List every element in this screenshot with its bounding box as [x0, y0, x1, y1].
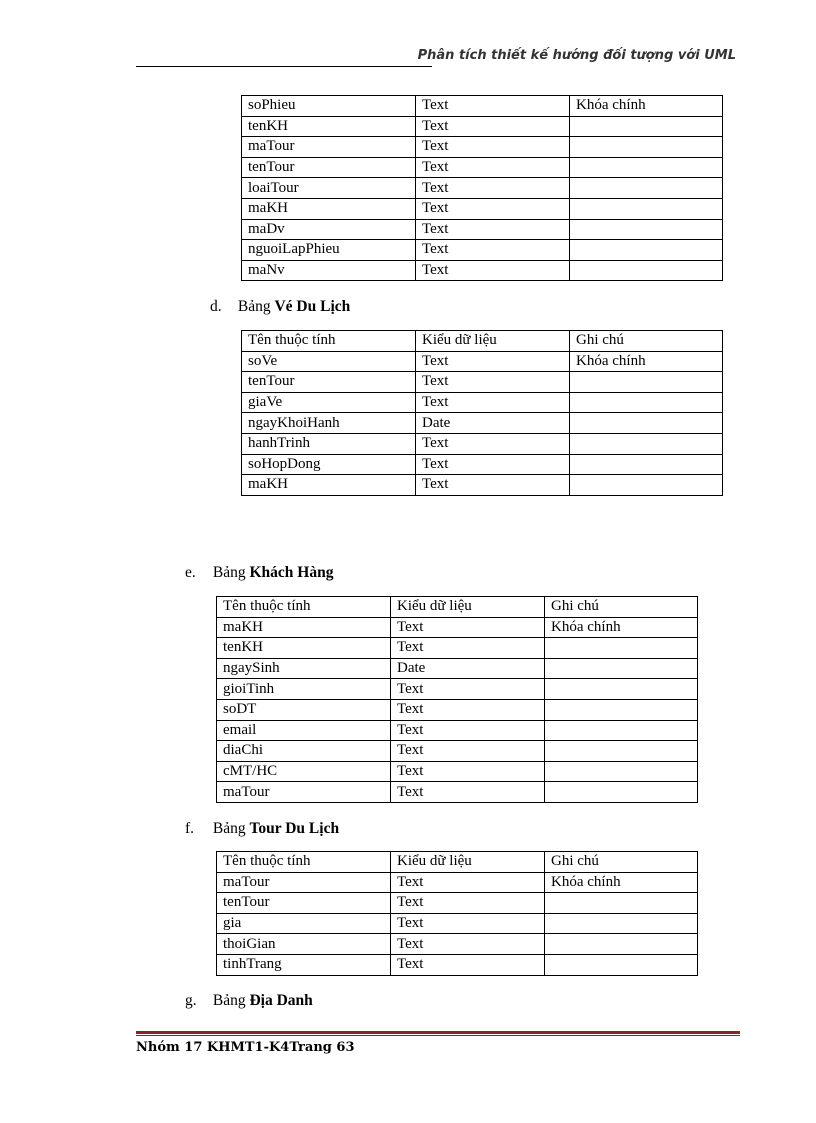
table-row [217, 761, 698, 782]
note-cell [570, 372, 723, 393]
note-cell [570, 157, 723, 178]
data-type-cell: Date [391, 658, 545, 679]
table-row [242, 331, 723, 352]
data-type-cell: Kiểu dữ liệu [391, 597, 545, 618]
footer-page-info: Nhóm 17 KHMT1-K4Trang 63 [136, 1040, 355, 1055]
table-row [217, 617, 698, 638]
attribute-name-cell: gioiTinh [217, 679, 391, 700]
table-row [242, 198, 723, 219]
table-row [242, 157, 723, 178]
note-cell: Khóa chính [570, 351, 723, 372]
table-row [242, 392, 723, 413]
table-row [242, 475, 723, 496]
table-row [217, 597, 698, 618]
data-type-cell: Text [416, 260, 570, 281]
data-type-cell: Text [416, 392, 570, 413]
attribute-name-cell: tenKH [217, 638, 391, 659]
table-row [242, 240, 723, 261]
table-row [242, 219, 723, 240]
table-row [217, 741, 698, 762]
section-heading-ve-du-lich: d. Bảng Vé Du Lịch [210, 298, 351, 315]
table-row [242, 454, 723, 475]
table-row [217, 934, 698, 955]
note-cell [570, 116, 723, 137]
attribute-name-cell: giaVe [242, 392, 416, 413]
note-cell: Khóa chính [570, 96, 723, 117]
note-cell [545, 699, 698, 720]
data-type-cell: Text [391, 638, 545, 659]
table-row [217, 782, 698, 803]
note-cell [545, 658, 698, 679]
data-type-cell: Text [416, 240, 570, 261]
attribute-name-cell: Tên thuộc tính [217, 852, 391, 873]
note-cell: Ghi chú [545, 852, 698, 873]
data-type-cell: Text [416, 372, 570, 393]
attribute-name-cell: maTour [217, 782, 391, 803]
attribute-name-cell: soHopDong [242, 454, 416, 475]
table-row [217, 720, 698, 741]
attribute-name-cell: nguoiLapPhieu [242, 240, 416, 261]
attribute-name-cell: ngayKhoiHanh [242, 413, 416, 434]
note-cell [570, 219, 723, 240]
data-type-cell: Text [391, 741, 545, 762]
attribute-name-cell: tenTour [242, 157, 416, 178]
attribute-name-cell: tenKH [242, 116, 416, 137]
data-type-cell: Text [416, 157, 570, 178]
note-cell [570, 178, 723, 199]
data-type-cell: Text [416, 475, 570, 496]
note-cell: Ghi chú [545, 597, 698, 618]
attribute-name-cell: soDT [217, 699, 391, 720]
data-type-cell: Text [391, 761, 545, 782]
data-type-cell: Text [391, 893, 545, 914]
note-cell [545, 761, 698, 782]
table-row [242, 351, 723, 372]
attribute-name-cell: maKH [217, 617, 391, 638]
table-row [217, 913, 698, 934]
attribute-name-cell: maTour [217, 872, 391, 893]
table-row [217, 699, 698, 720]
attribute-name-cell: soVe [242, 351, 416, 372]
data-type-cell: Text [391, 720, 545, 741]
note-cell: Khóa chính [545, 872, 698, 893]
table-row [217, 893, 698, 914]
table-row [242, 433, 723, 454]
attribute-name-cell: maNv [242, 260, 416, 281]
note-cell [545, 638, 698, 659]
footer-rule [136, 1031, 740, 1036]
table-row [242, 137, 723, 158]
data-type-cell: Text [391, 699, 545, 720]
note-cell [570, 392, 723, 413]
table-row [242, 260, 723, 281]
attribute-name-cell: diaChi [217, 741, 391, 762]
data-type-cell: Text [416, 351, 570, 372]
table-row [242, 178, 723, 199]
note-cell: Ghi chú [570, 331, 723, 352]
attribute-name-cell: thoiGian [217, 934, 391, 955]
note-cell [545, 782, 698, 803]
note-cell [570, 198, 723, 219]
attribute-name-cell: tinhTrang [217, 954, 391, 975]
table-row [217, 852, 698, 873]
data-type-cell: Text [391, 872, 545, 893]
table-ve-du-lich [241, 330, 723, 496]
note-cell [570, 475, 723, 496]
data-type-cell: Kiểu dữ liệu [391, 852, 545, 873]
note-cell [545, 720, 698, 741]
table-row [242, 116, 723, 137]
table-row [217, 954, 698, 975]
note-cell [545, 954, 698, 975]
note-cell [570, 137, 723, 158]
note-cell [545, 934, 698, 955]
note-cell [545, 913, 698, 934]
note-cell [570, 260, 723, 281]
attribute-name-cell: maTour [242, 137, 416, 158]
data-type-cell: Text [391, 782, 545, 803]
data-type-cell: Text [416, 178, 570, 199]
note-cell [570, 454, 723, 475]
attribute-name-cell: hanhTrinh [242, 433, 416, 454]
data-type-cell: Text [391, 913, 545, 934]
attribute-name-cell: Tên thuộc tính [242, 331, 416, 352]
data-type-cell: Text [416, 96, 570, 117]
note-cell [545, 893, 698, 914]
attribute-name-cell: maDv [242, 219, 416, 240]
header-rule [136, 66, 432, 67]
table-row [242, 372, 723, 393]
attribute-name-cell: soPhieu [242, 96, 416, 117]
attribute-name-cell: ngaySinh [217, 658, 391, 679]
note-cell [545, 679, 698, 700]
data-type-cell: Text [391, 954, 545, 975]
note-cell: Khóa chính [545, 617, 698, 638]
table-row [242, 413, 723, 434]
note-cell [570, 413, 723, 434]
data-type-cell: Text [416, 137, 570, 158]
table-phieu-dat-tour [241, 95, 723, 281]
note-cell [570, 433, 723, 454]
data-type-cell: Date [416, 413, 570, 434]
page-header [136, 46, 736, 70]
attribute-name-cell: maKH [242, 475, 416, 496]
attribute-name-cell: loaiTour [242, 178, 416, 199]
attribute-name-cell: cMT/HC [217, 761, 391, 782]
table-khach-hang [216, 596, 698, 803]
data-type-cell: Text [391, 679, 545, 700]
attribute-name-cell: maKH [242, 198, 416, 219]
section-heading-khach-hang: e. Bảng Khách Hàng [185, 564, 334, 581]
data-type-cell: Text [391, 617, 545, 638]
table-row [217, 872, 698, 893]
data-type-cell: Text [416, 198, 570, 219]
data-type-cell: Text [416, 116, 570, 137]
attribute-name-cell: tenTour [242, 372, 416, 393]
data-type-cell: Text [416, 433, 570, 454]
note-cell [570, 240, 723, 261]
table-row [217, 679, 698, 700]
data-type-cell: Text [391, 934, 545, 955]
note-cell [545, 741, 698, 762]
table-tour-du-lich [216, 851, 698, 976]
table-row [217, 638, 698, 659]
attribute-name-cell: gia [217, 913, 391, 934]
data-type-cell: Kiểu dữ liệu [416, 331, 570, 352]
attribute-name-cell: email [217, 720, 391, 741]
header-title: Phân tích thiết kế hướng đối tượng với UML [417, 48, 736, 63]
data-type-cell: Text [416, 454, 570, 475]
attribute-name-cell: Tên thuộc tính [217, 597, 391, 618]
attribute-name-cell: tenTour [217, 893, 391, 914]
section-heading-tour-du-lich: f. Bảng Tour Du Lịch [185, 820, 340, 837]
table-row [242, 96, 723, 117]
table-row [217, 658, 698, 679]
section-heading-dia-danh: g. Bảng Địa Danh [185, 992, 313, 1009]
data-type-cell: Text [416, 219, 570, 240]
